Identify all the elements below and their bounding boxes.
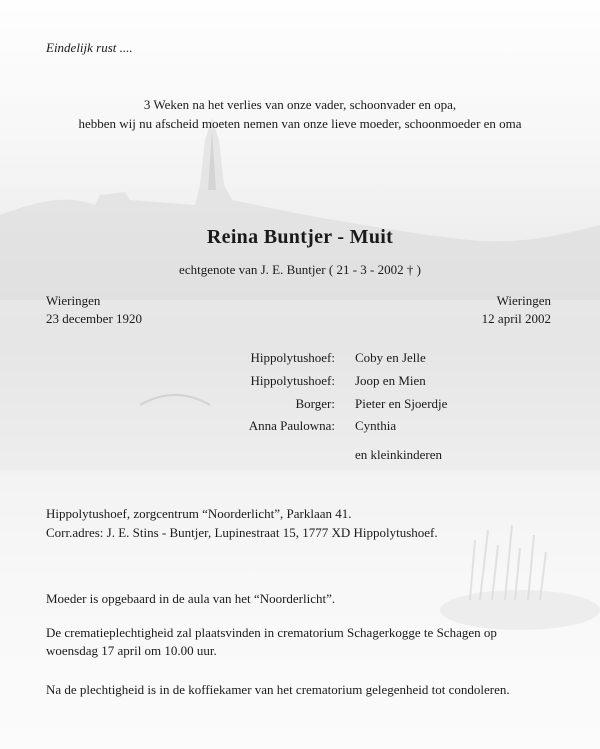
announcement-line-1: 3 Weken na het verlies van onze vader, schoonvader en opa, bbox=[143, 97, 457, 112]
death-date: 12 april 2002 bbox=[481, 311, 551, 326]
spouse-line: echtgenote van J. E. Buntjer ( 21 - 3 - 2002 † ) bbox=[179, 262, 421, 277]
family-names: Coby en Jelle bbox=[355, 350, 426, 365]
address-line-1: Hippolytushoef, zorgcentrum “Noorderlicht”, Parklaan 41. bbox=[46, 506, 352, 521]
family-place: Anna Paulowna: bbox=[248, 418, 335, 433]
birth-date: 23 december 1920 bbox=[46, 311, 143, 326]
reeds-silhouette bbox=[470, 525, 546, 600]
family-place: Hippolytushoef: bbox=[250, 373, 335, 388]
laid-out-notice: Moeder is opgebaard in de aula van het “Noorderlicht”. bbox=[46, 591, 336, 606]
condolence-notice: Na de plechtigheid is in de koffiekamer van het crematorium gelegenheid tot condoleren. bbox=[46, 682, 510, 697]
family-place: Borger: bbox=[295, 396, 335, 411]
cremation-notice-line-1: De crematieplechtigheid zal plaatsvinden in crematorium Schagerkogge te Schagen op bbox=[46, 625, 497, 640]
birth-place: Wieringen bbox=[46, 293, 101, 308]
address-line-2: Corr.adres: J. E. Stins - Buntjer, Lupinestraat 15, 1777 XD Hippolytushoef. bbox=[46, 525, 438, 540]
family-names: Joop en Mien bbox=[355, 373, 426, 388]
family-place: Hippolytushoef: bbox=[250, 350, 335, 365]
deceased-name: Reina Buntjer - Muit bbox=[206, 226, 394, 248]
death-place: Wieringen bbox=[496, 293, 551, 308]
grandchildren-line: en kleinkinderen bbox=[355, 447, 442, 462]
opening-line: Eindelijk rust .... bbox=[46, 40, 133, 55]
announcement-line-2: hebben wij nu afscheid moeten nemen van onze lieve moeder, schoonmoeder en oma bbox=[78, 116, 522, 131]
cremation-notice-line-2: woensdag 17 april om 10.00 uur. bbox=[46, 643, 217, 658]
reed-shadow bbox=[440, 590, 600, 630]
family-names: Pieter en Sjoerdje bbox=[355, 396, 448, 411]
family-names: Cynthia bbox=[355, 418, 397, 433]
